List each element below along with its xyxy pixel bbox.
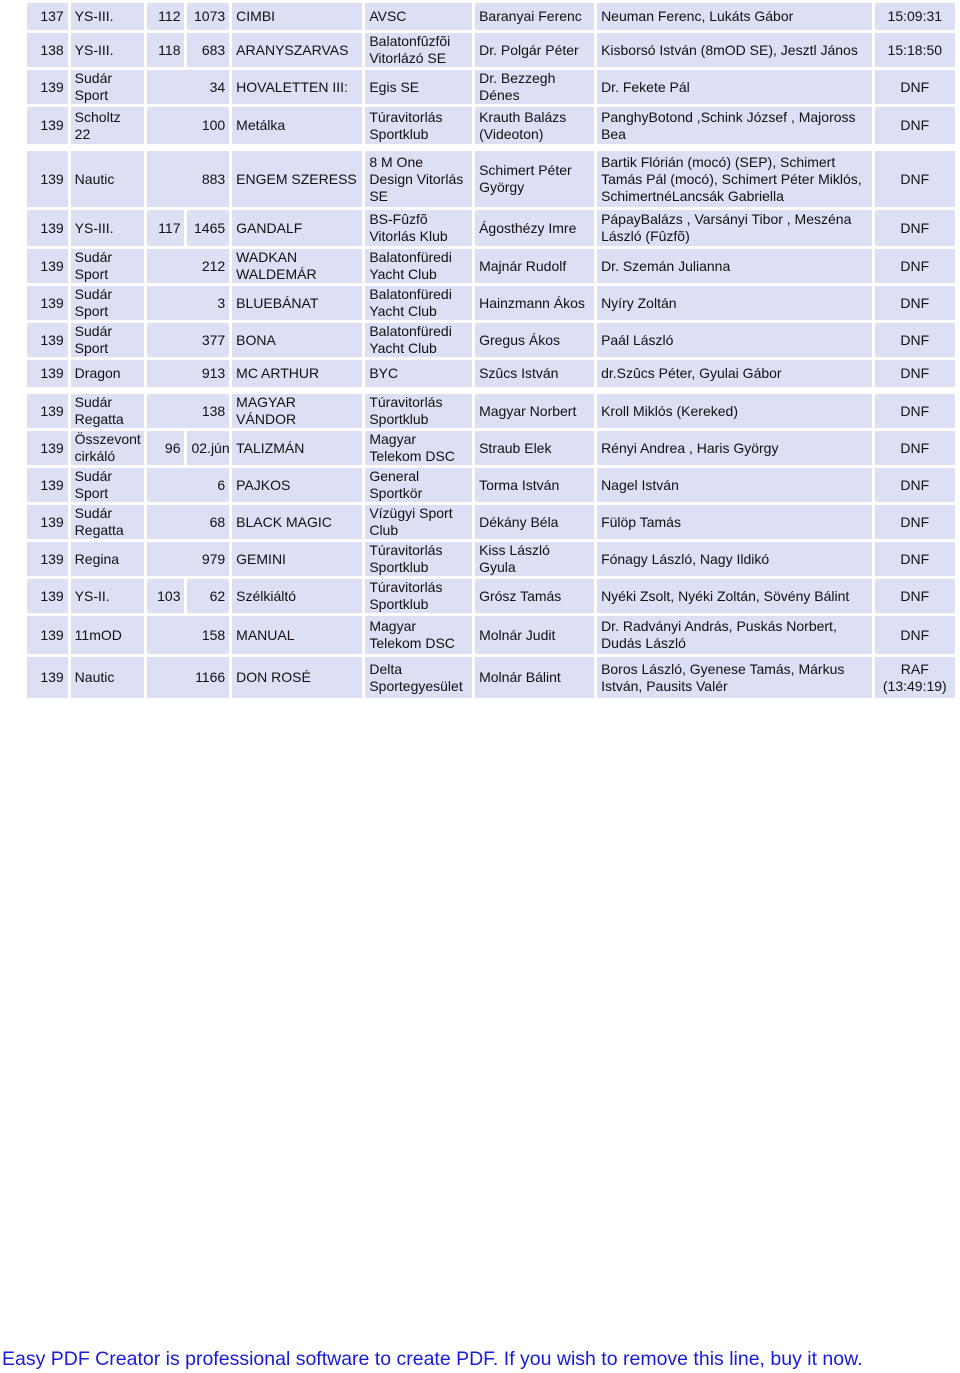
club-cell: Magyar Telekom DSC [365, 431, 472, 465]
club-cell: Vízügyi Sport Club [365, 505, 472, 539]
skipper-cell: Dr. Bezzegh Dénes [475, 70, 594, 104]
boat-name-cell: GANDALF [232, 210, 362, 246]
skipper-cell: Grósz Tamás [475, 579, 594, 613]
skipper-cell: Dr. Polgár Péter [475, 33, 594, 67]
class-cell: Sudár Sport [71, 323, 144, 357]
sail-number-cell: 1166 [147, 657, 229, 698]
class-cell: Scholtz 22 [71, 107, 144, 144]
class-cell: Dragon [71, 360, 144, 387]
sail-number-cell: 1465 [187, 210, 229, 246]
crew-cell: dr.Szûcs Péter, Gyulai Gábor [597, 360, 872, 387]
sail-number-cell: 34 [147, 70, 229, 104]
skipper-cell: Schimert Péter György [475, 151, 594, 207]
table-row [27, 249, 955, 283]
class-cell: Összevont cirkáló [71, 431, 144, 465]
result-cell: DNF [875, 70, 955, 104]
crew-cell: Nyíry Zoltán [597, 286, 872, 320]
skipper-cell: Majnár Rudolf [475, 249, 594, 283]
result-cell: DNF [875, 431, 955, 465]
club-cell: Balatonfûzfõi Vitorlázó SE [365, 33, 472, 67]
crew-cell: Neuman Ferenc, Lukáts Gábor [597, 3, 872, 30]
table-row [27, 107, 955, 144]
table-row [27, 579, 955, 613]
result-cell: DNF [875, 616, 955, 654]
row-spacer-cell [27, 147, 955, 148]
row-spacer [27, 390, 955, 391]
place-cell: 137 [27, 3, 68, 30]
place-cell: 138 [27, 33, 68, 67]
sail-number-cell: 883 [147, 151, 229, 207]
place-cell: 139 [27, 286, 68, 320]
class-cell: Sudár Sport [71, 286, 144, 320]
sail-number-cell: 62 [187, 579, 229, 613]
boat-name-cell: MAGYAR VÁNDOR [232, 394, 362, 428]
crew-cell: Nyéki Zsolt, Nyéki Zoltán, Sövény Bálint [597, 579, 872, 613]
skipper-cell: Molnár Bálint [475, 657, 594, 698]
results-body [27, 3, 955, 698]
skipper-cell: Straub Elek [475, 431, 594, 465]
club-cell: BS-Fûzfõ Vitorlás Klub [365, 210, 472, 246]
class-cell: Nautic [71, 657, 144, 698]
result-cell: RAF (13:49:19) [875, 657, 955, 698]
skipper-cell: Torma István [475, 468, 594, 502]
result-cell: DNF [875, 286, 955, 320]
place-cell: 139 [27, 468, 68, 502]
result-cell: DNF [875, 249, 955, 283]
table-row [27, 616, 955, 654]
sail-number-cell: 913 [147, 360, 229, 387]
sail-number-cell: 212 [147, 249, 229, 283]
skipper-cell: Gregus Ákos [475, 323, 594, 357]
boat-name-cell: PAJKOS [232, 468, 362, 502]
club-cell: BYC [365, 360, 472, 387]
sail-number-cell: 100 [147, 107, 229, 144]
crew-cell: Paál László [597, 323, 872, 357]
club-cell: Túravitorlás Sportklub [365, 579, 472, 613]
class-cell: YS-II. [71, 579, 144, 613]
sail-number-cell: 377 [147, 323, 229, 357]
sail-number-cell: 68 [147, 505, 229, 539]
result-cell: DNF [875, 468, 955, 502]
club-cell: Balatonfüredi Yacht Club [365, 249, 472, 283]
table-row [27, 210, 955, 246]
place-cell: 139 [27, 249, 68, 283]
row-spacer [27, 147, 955, 148]
result-cell: 15:09:31 [875, 3, 955, 30]
sail-number-cell: 3 [147, 286, 229, 320]
skipper-cell: Dékány Béla [475, 505, 594, 539]
table-row [27, 394, 955, 428]
table-row [27, 360, 955, 387]
club-cell: General Sportkör [365, 468, 472, 502]
index-cell: 118 [147, 33, 185, 67]
result-cell: DNF [875, 579, 955, 613]
place-cell: 139 [27, 657, 68, 698]
boat-name-cell: HOVALETTEN III: [232, 70, 362, 104]
crew-cell: Bartik Flórián (mocó) (SEP), Schimert Tamás Pál (mocó), Schimert Péter Miklós, SchimertnéLancsák Gabriella [597, 151, 872, 207]
class-cell: Nautic [71, 151, 144, 207]
club-cell: Túravitorlás Sportklub [365, 542, 472, 576]
class-cell: Sudár Regatta [71, 505, 144, 539]
place-cell: 139 [27, 210, 68, 246]
index-cell: 112 [147, 3, 185, 30]
crew-cell: PápayBalázs , Varsányi Tibor , Meszéna László (Fûzfõ) [597, 210, 872, 246]
place-cell: 139 [27, 616, 68, 654]
skipper-cell: Magyar Norbert [475, 394, 594, 428]
sail-number-cell: 158 [147, 616, 229, 654]
skipper-cell: Molnár Judit [475, 616, 594, 654]
boat-name-cell: BONA [232, 323, 362, 357]
class-cell: Sudár Regatta [71, 394, 144, 428]
result-cell: DNF [875, 394, 955, 428]
crew-cell: Kisborsó István (8mOD SE), Jesztl János [597, 33, 872, 67]
sail-number-cell: 02.jún [187, 431, 229, 465]
boat-name-cell: GEMINI [232, 542, 362, 576]
table-row [27, 505, 955, 539]
club-cell: Delta Sportegyesület [365, 657, 472, 698]
crew-cell: Dr. Fekete Pál [597, 70, 872, 104]
crew-cell: Nagel István [597, 468, 872, 502]
class-cell: Sudár Sport [71, 249, 144, 283]
class-cell: Sudár Sport [71, 468, 144, 502]
table-row [27, 151, 955, 207]
table-row [27, 657, 955, 698]
boat-name-cell: TALIZMÁN [232, 431, 362, 465]
place-cell: 139 [27, 431, 68, 465]
club-cell: Túravitorlás Sportklub [365, 107, 472, 144]
result-cell: DNF [875, 323, 955, 357]
skipper-cell: Szûcs István [475, 360, 594, 387]
sail-number-cell: 979 [147, 542, 229, 576]
place-cell: 139 [27, 542, 68, 576]
club-cell: AVSC [365, 3, 472, 30]
boat-name-cell: Metálka [232, 107, 362, 144]
crew-cell: Dr. Radványi András, Puskás Norbert, Dudás László [597, 616, 872, 654]
result-cell: DNF [875, 107, 955, 144]
club-cell: 8 M One Design Vitorlás SE [365, 151, 472, 207]
result-cell: 15:18:50 [875, 33, 955, 67]
boat-name-cell: CIMBI [232, 3, 362, 30]
skipper-cell: Krauth Balázs (Videoton) [475, 107, 594, 144]
place-cell: 139 [27, 505, 68, 539]
crew-cell: Fülöp Tamás [597, 505, 872, 539]
class-cell: YS-III. [71, 33, 144, 67]
place-cell: 139 [27, 107, 68, 144]
index-cell: 103 [147, 579, 185, 613]
boat-name-cell: ENGEM SZERESS [232, 151, 362, 207]
sail-number-cell: 1073 [187, 3, 229, 30]
club-cell: Magyar Telekom DSC [365, 616, 472, 654]
place-cell: 139 [27, 323, 68, 357]
skipper-cell: Kiss László Gyula [475, 542, 594, 576]
result-cell: DNF [875, 360, 955, 387]
place-cell: 139 [27, 579, 68, 613]
footer-notice: Easy PDF Creator is professional software to create PDF. If you wish to remove this line, buy it now. [2, 1348, 863, 1370]
place-cell: 139 [27, 70, 68, 104]
skipper-cell: Baranyai Ferenc [475, 3, 594, 30]
boat-name-cell: DON ROSÉ [232, 657, 362, 698]
place-cell: 139 [27, 394, 68, 428]
crew-cell: Fónagy László, Nagy Ildikó [597, 542, 872, 576]
boat-name-cell: Szélkiáltó [232, 579, 362, 613]
boat-name-cell: ARANYSZARVAS [232, 33, 362, 67]
crew-cell: Kroll Miklós (Kereked) [597, 394, 872, 428]
table-row [27, 542, 955, 576]
crew-cell: Boros László, Gyenese Tamás, Márkus István, Pausits Valér [597, 657, 872, 698]
class-cell: YS-III. [71, 210, 144, 246]
result-cell: DNF [875, 542, 955, 576]
club-cell: Túravitorlás Sportklub [365, 394, 472, 428]
boat-name-cell: BLUEBÁNAT [232, 286, 362, 320]
crew-cell: PanghyBotond ,Schink József , Majoross Bea [597, 107, 872, 144]
class-cell: Regina [71, 542, 144, 576]
place-cell: 139 [27, 151, 68, 207]
index-cell: 117 [147, 210, 185, 246]
club-cell: Egis SE [365, 70, 472, 104]
boat-name-cell: BLACK MAGIC [232, 505, 362, 539]
crew-cell: Dr. Szemán Julianna [597, 249, 872, 283]
club-cell: Balatonfüredi Yacht Club [365, 286, 472, 320]
club-cell: Balatonfüredi Yacht Club [365, 323, 472, 357]
class-cell: YS-III. [71, 3, 144, 30]
result-cell: DNF [875, 151, 955, 207]
table-row [27, 468, 955, 502]
place-cell: 139 [27, 360, 68, 387]
sail-number-cell: 138 [147, 394, 229, 428]
table-row [27, 323, 955, 357]
skipper-cell: Hainzmann Ákos [475, 286, 594, 320]
table-row [27, 70, 955, 104]
crew-cell: Rényi Andrea , Haris György [597, 431, 872, 465]
table-row [27, 431, 955, 465]
skipper-cell: Ágosthézy Imre [475, 210, 594, 246]
table-row [27, 33, 955, 67]
sail-number-cell: 6 [147, 468, 229, 502]
boat-name-cell: MC ARTHUR [232, 360, 362, 387]
class-cell: 11mOD [71, 616, 144, 654]
table-row [27, 286, 955, 320]
result-cell: DNF [875, 505, 955, 539]
result-cell: DNF [875, 210, 955, 246]
table-row [27, 3, 955, 30]
sail-number-cell: 683 [187, 33, 229, 67]
boat-name-cell: WADKAN WALDEMÁR [232, 249, 362, 283]
class-cell: Sudár Sport [71, 70, 144, 104]
row-spacer-cell [27, 390, 955, 391]
boat-name-cell: MANUAL [232, 616, 362, 654]
results-table [24, 0, 958, 701]
index-cell: 96 [147, 431, 185, 465]
